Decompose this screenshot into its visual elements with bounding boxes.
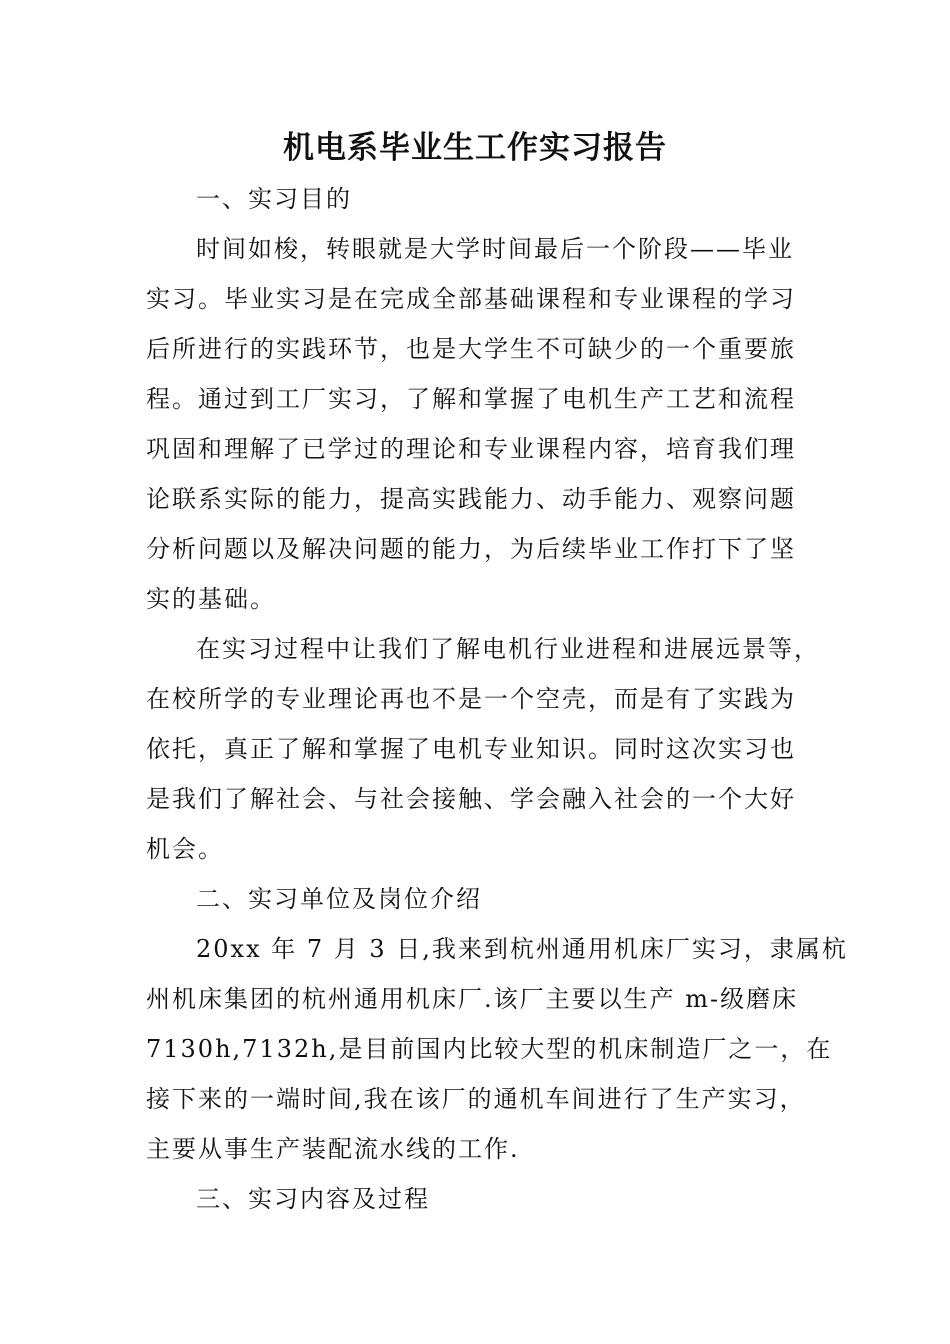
paragraph-line: 20xx 年 7 月 3 日,我来到杭州通用机床厂实习，隶属杭 [196,935,848,963]
section-heading-2: 二、实习单位及岗位介绍 [196,885,482,913]
paragraph-line: 程。通过到工厂实习，了解和掌握了电机生产工艺和流程 [146,385,796,413]
paragraph-line: 机会。 [146,835,224,863]
document-title: 机电系毕业生工作实习报告 [283,130,667,166]
paragraph-line: 后所进行的实践环节，也是大学生不可缺少的一个重要旅 [146,335,796,363]
paragraph-line: 接下来的一端时间,我在该厂的通机车间进行了生产实习， [146,1085,806,1113]
paragraph-line: 分析问题以及解决问题的能力，为后续毕业工作打下了坚 [146,535,796,563]
paragraph-line: 州机床集团的杭州通用机床厂.该厂主要以生产 m-级磨床 [146,985,799,1013]
paragraph-line: 主要从事生产装配流水线的工作. [146,1135,520,1163]
paragraph-line: 在校所学的专业理论再也不是一个空壳，而是有了实践为 [146,685,796,713]
paragraph-line: 在实习过程中让我们了解电机行业进程和进展远景等， [196,635,820,663]
paragraph-line: 7130h,7132h,是目前国内比较大型的机床制造厂之一，在 [146,1035,833,1063]
paragraph-line: 实的基础。 [146,585,276,613]
paragraph-line: 实习。毕业实习是在完成全部基础课程和专业课程的学习 [146,285,796,313]
paragraph-line: 是我们了解社会、与社会接触、学会融入社会的一个大好 [146,785,796,813]
section-heading-1: 一、实习目的 [196,185,352,213]
paragraph-line: 巩固和理解了已学过的理论和专业课程内容，培育我们理 [146,435,796,463]
paragraph-line: 依托，真正了解和掌握了电机专业知识。同时这次实习也 [146,735,796,763]
paragraph-line: 时间如梭，转眼就是大学时间最后一个阶段——毕业 [196,235,794,263]
section-heading-3: 三、实习内容及过程 [196,1185,430,1213]
paragraph-line: 论联系实际的能力，提高实践能力、动手能力、观察问题 [146,485,796,513]
